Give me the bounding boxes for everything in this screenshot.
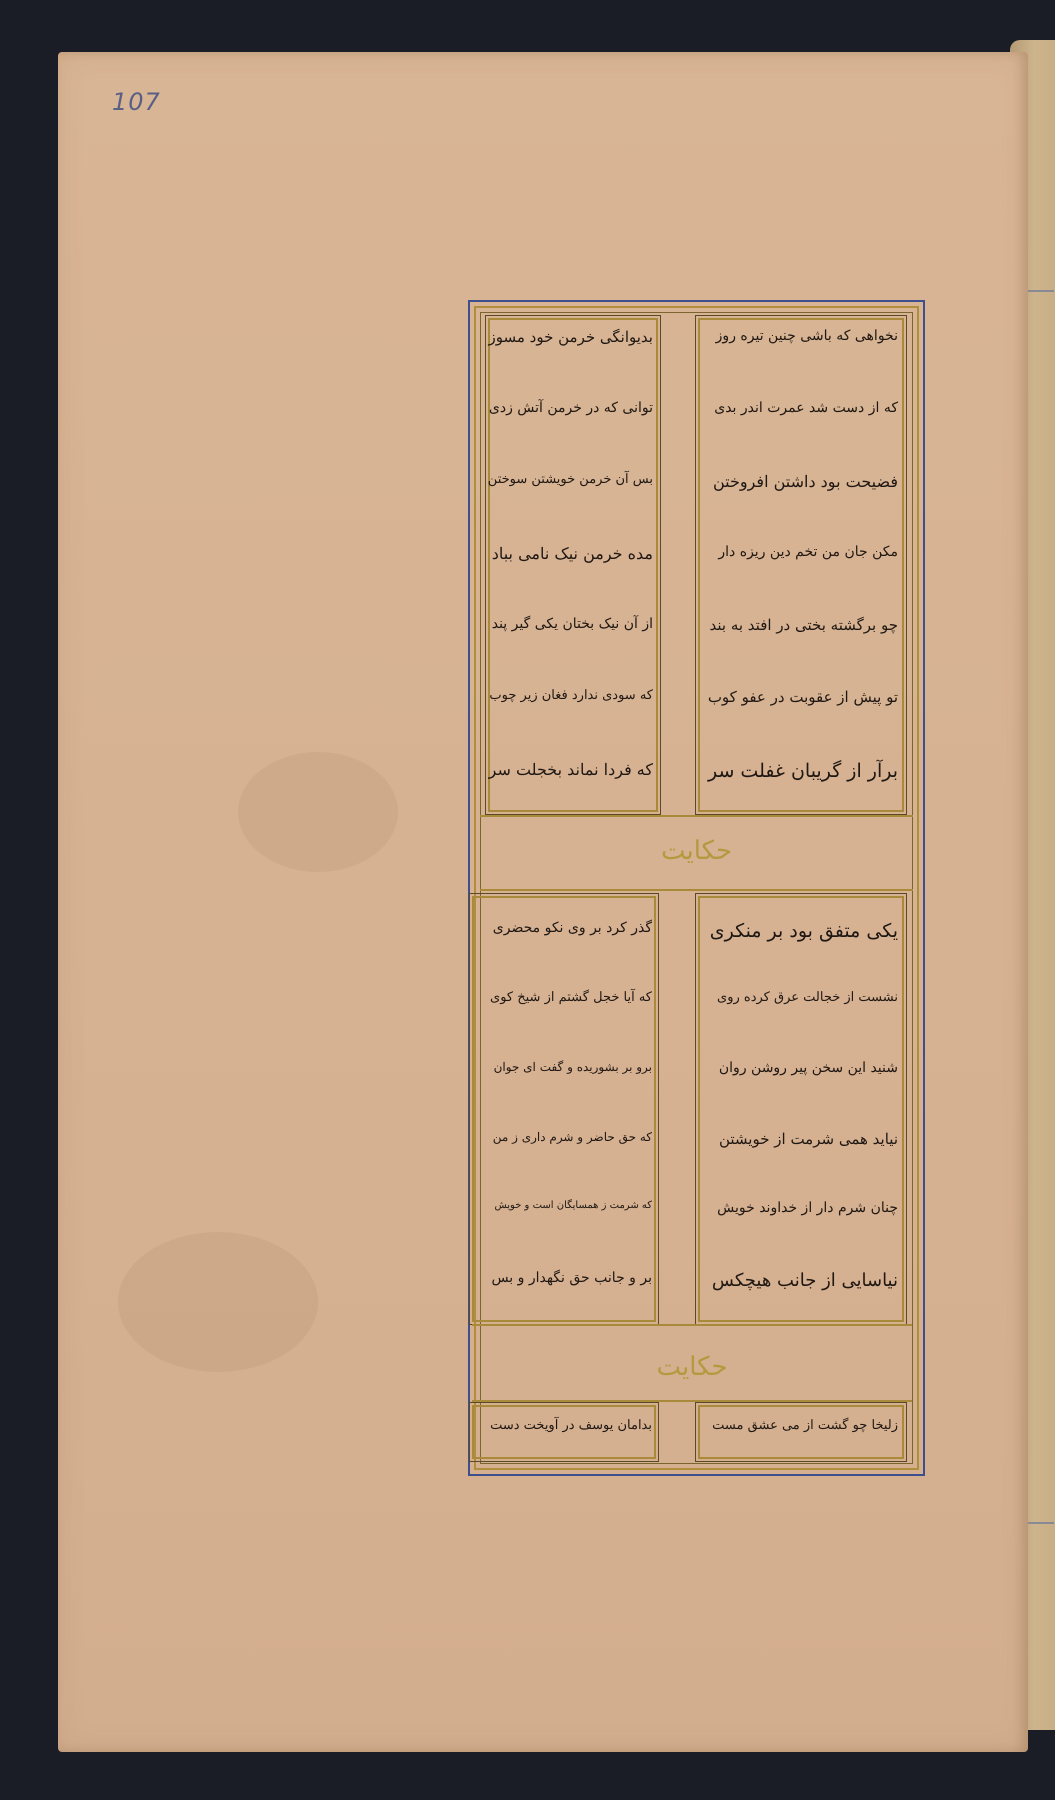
verse-line: گذر کرد بر وی نکو محضری (492, 920, 652, 936)
block1-right-column-box (698, 318, 904, 812)
block2-left-column-box (472, 896, 656, 1322)
verse-line: نیاسایی از جانب هیچکس (711, 1270, 898, 1291)
verse-line: توانی که در خرمن آتش زدی (488, 400, 653, 416)
verse-line: نیاید همی شرمت از خویشتن (718, 1130, 898, 1148)
verse-line: برو بر بشوریده و گفت ای جوان (493, 1060, 652, 1074)
verse-line: مده خرمن نیک نامی بباد (491, 544, 653, 563)
verse-line: که شرمت ز همسایگان است و خویش (494, 1200, 652, 1211)
verse-line: زلیخا چو گشت از می عشق مست (712, 1418, 898, 1433)
folio-number: 107 (112, 88, 161, 116)
verse-line: که آیا خجل گشتم از شیخ کوی (490, 990, 652, 1005)
block2-right-column-box (698, 896, 904, 1322)
verse-line: چنان شرم دار از خداوند خویش (717, 1200, 898, 1216)
verse-line: از آن نیک بختان یکی گیر پند (491, 616, 653, 632)
section-heading: حکایت (656, 1352, 728, 1382)
verse-line: بدامان یوسف در آویخت دست (490, 1418, 652, 1433)
paper-stain (118, 1232, 318, 1372)
block1-left-column-box (488, 318, 658, 812)
verse-line: مکن جان من تخم دین ریزه دار (718, 544, 898, 560)
verse-line: بر و جانب حق نگهدار و بس (491, 1270, 652, 1286)
verse-line: شنید این سخن پیر روشن روان (718, 1060, 898, 1076)
verse-line: تو پیش از عقوبت در عفو کوب (707, 688, 898, 706)
verse-line: چو برگشته بختی در افتد به بند (709, 616, 898, 634)
verse-line: بس آن خرمن خویشتن سوختن (487, 472, 653, 487)
paper-stain (238, 752, 398, 872)
verse-line: که از دست شد عمرت اندر بدی (714, 400, 898, 416)
verse-line: که سودی ندارد فغان زیر چوب (489, 688, 653, 703)
verse-line: نخواهی که باشی چنین تیره روز (715, 328, 898, 344)
verse-line: که حق حاضر و شرم داری ز من (492, 1130, 652, 1144)
section-heading: حکایت (660, 836, 733, 866)
verse-line: یکی متفق بود بر منکری (709, 920, 898, 942)
verse-line: که فردا نماند بخجلت سر (488, 760, 653, 779)
verse-line: نشست از خجالت عرق کرده روی (717, 990, 898, 1005)
verse-line: بدیوانگی خرمن خود مسوز (488, 328, 653, 346)
verse-line: برآر از گریبان غفلت سر (707, 760, 898, 782)
verse-line: فضیحت بود داشتن افروختن (712, 472, 898, 491)
